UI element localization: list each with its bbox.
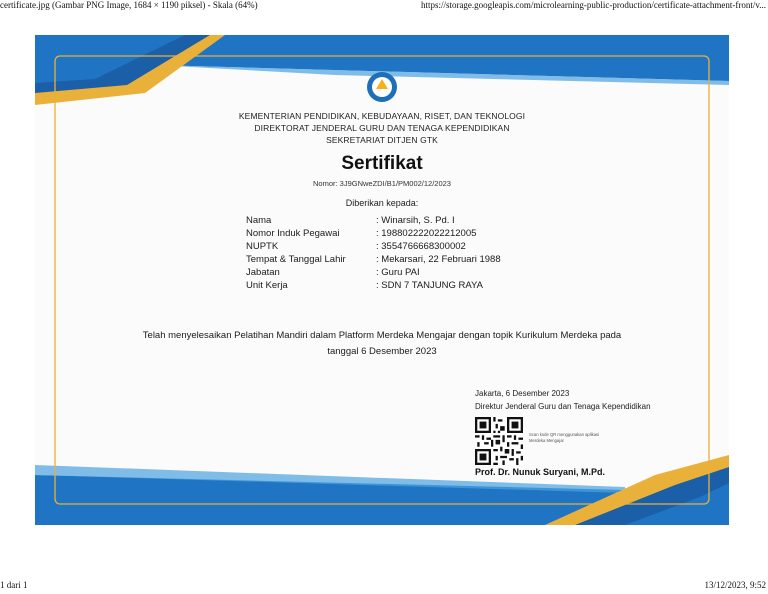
description-line-2: tanggal 6 Desember 2023	[327, 346, 437, 357]
field-value-nama: : Winarsih, S. Pd. I	[376, 215, 455, 226]
field-label-ttl: Tempat & Tanggal Lahir	[246, 254, 346, 265]
field-label-unit-kerja: Unit Kerja	[246, 280, 288, 291]
page-count-footer: 1 dari 1	[0, 580, 28, 590]
datetime-footer: 13/12/2023, 9:52	[704, 580, 766, 590]
given-to-label: Diberikan kepada:	[345, 198, 419, 208]
field-value-nuptk: : 3554766668300002	[376, 241, 466, 252]
certificate-title: Sertifikat	[341, 153, 423, 174]
field-value-nip: : 198802222022212005	[376, 228, 477, 239]
field-value-jabatan: : Guru PAI	[376, 267, 420, 278]
institution-line-3: SEKRETARIAT DITJEN GTK	[326, 135, 438, 145]
certificate	[35, 35, 729, 525]
tut-wuri-handayani-logo	[367, 72, 397, 102]
page-url-header: https://storage.googleapis.com/microlearning-public-production/certificate-attachment-front/v...	[420, 0, 766, 10]
signer-name: Prof. Dr. Nunuk Suryani, M.Pd.	[475, 467, 606, 477]
field-label-nama: Nama	[246, 215, 272, 226]
institution-line-1: KEMENTERIAN PENDIDIKAN, KEBUDAYAAN, RISET, DAN TEKNOLOGI	[238, 111, 526, 121]
description-line-1: Telah menyelesaikan Pelatihan Mandiri dalam Platform Merdeka Mengajar dengan topik Kurikulum Merdeka pada	[142, 330, 622, 341]
field-label-jabatan: Jabatan	[246, 267, 280, 278]
field-value-ttl: : Mekarsari, 22 Februari 1988	[376, 254, 501, 265]
field-value-unit-kerja: : SDN 7 TANJUNG RAYA	[376, 280, 483, 291]
institution-line-2: DIREKTORAT JENDERAL GURU DAN TENAGA KEPENDIDIKAN	[254, 123, 510, 133]
certificate-number: Nomor: 3J9GNweZDI/B1/PM002/12/2023	[313, 179, 451, 188]
field-label-nuptk: NUPTK	[246, 241, 279, 252]
page-title-header: certificate.jpg (Gambar PNG Image, 1684 × 1190 piksel) - Skala (64%)	[0, 0, 258, 10]
qr-code	[475, 417, 523, 465]
qr-note: Scan kode QR menggunakan aplikasi Merdeka Mengajar	[529, 432, 600, 443]
field-label-nip: Nomor Induk Pegawai	[246, 228, 340, 239]
signer-role: Direktur Jenderal Guru dan Tenaga Kependidikan	[475, 402, 651, 411]
place-date: Jakarta, 6 Desember 2023	[475, 389, 570, 398]
